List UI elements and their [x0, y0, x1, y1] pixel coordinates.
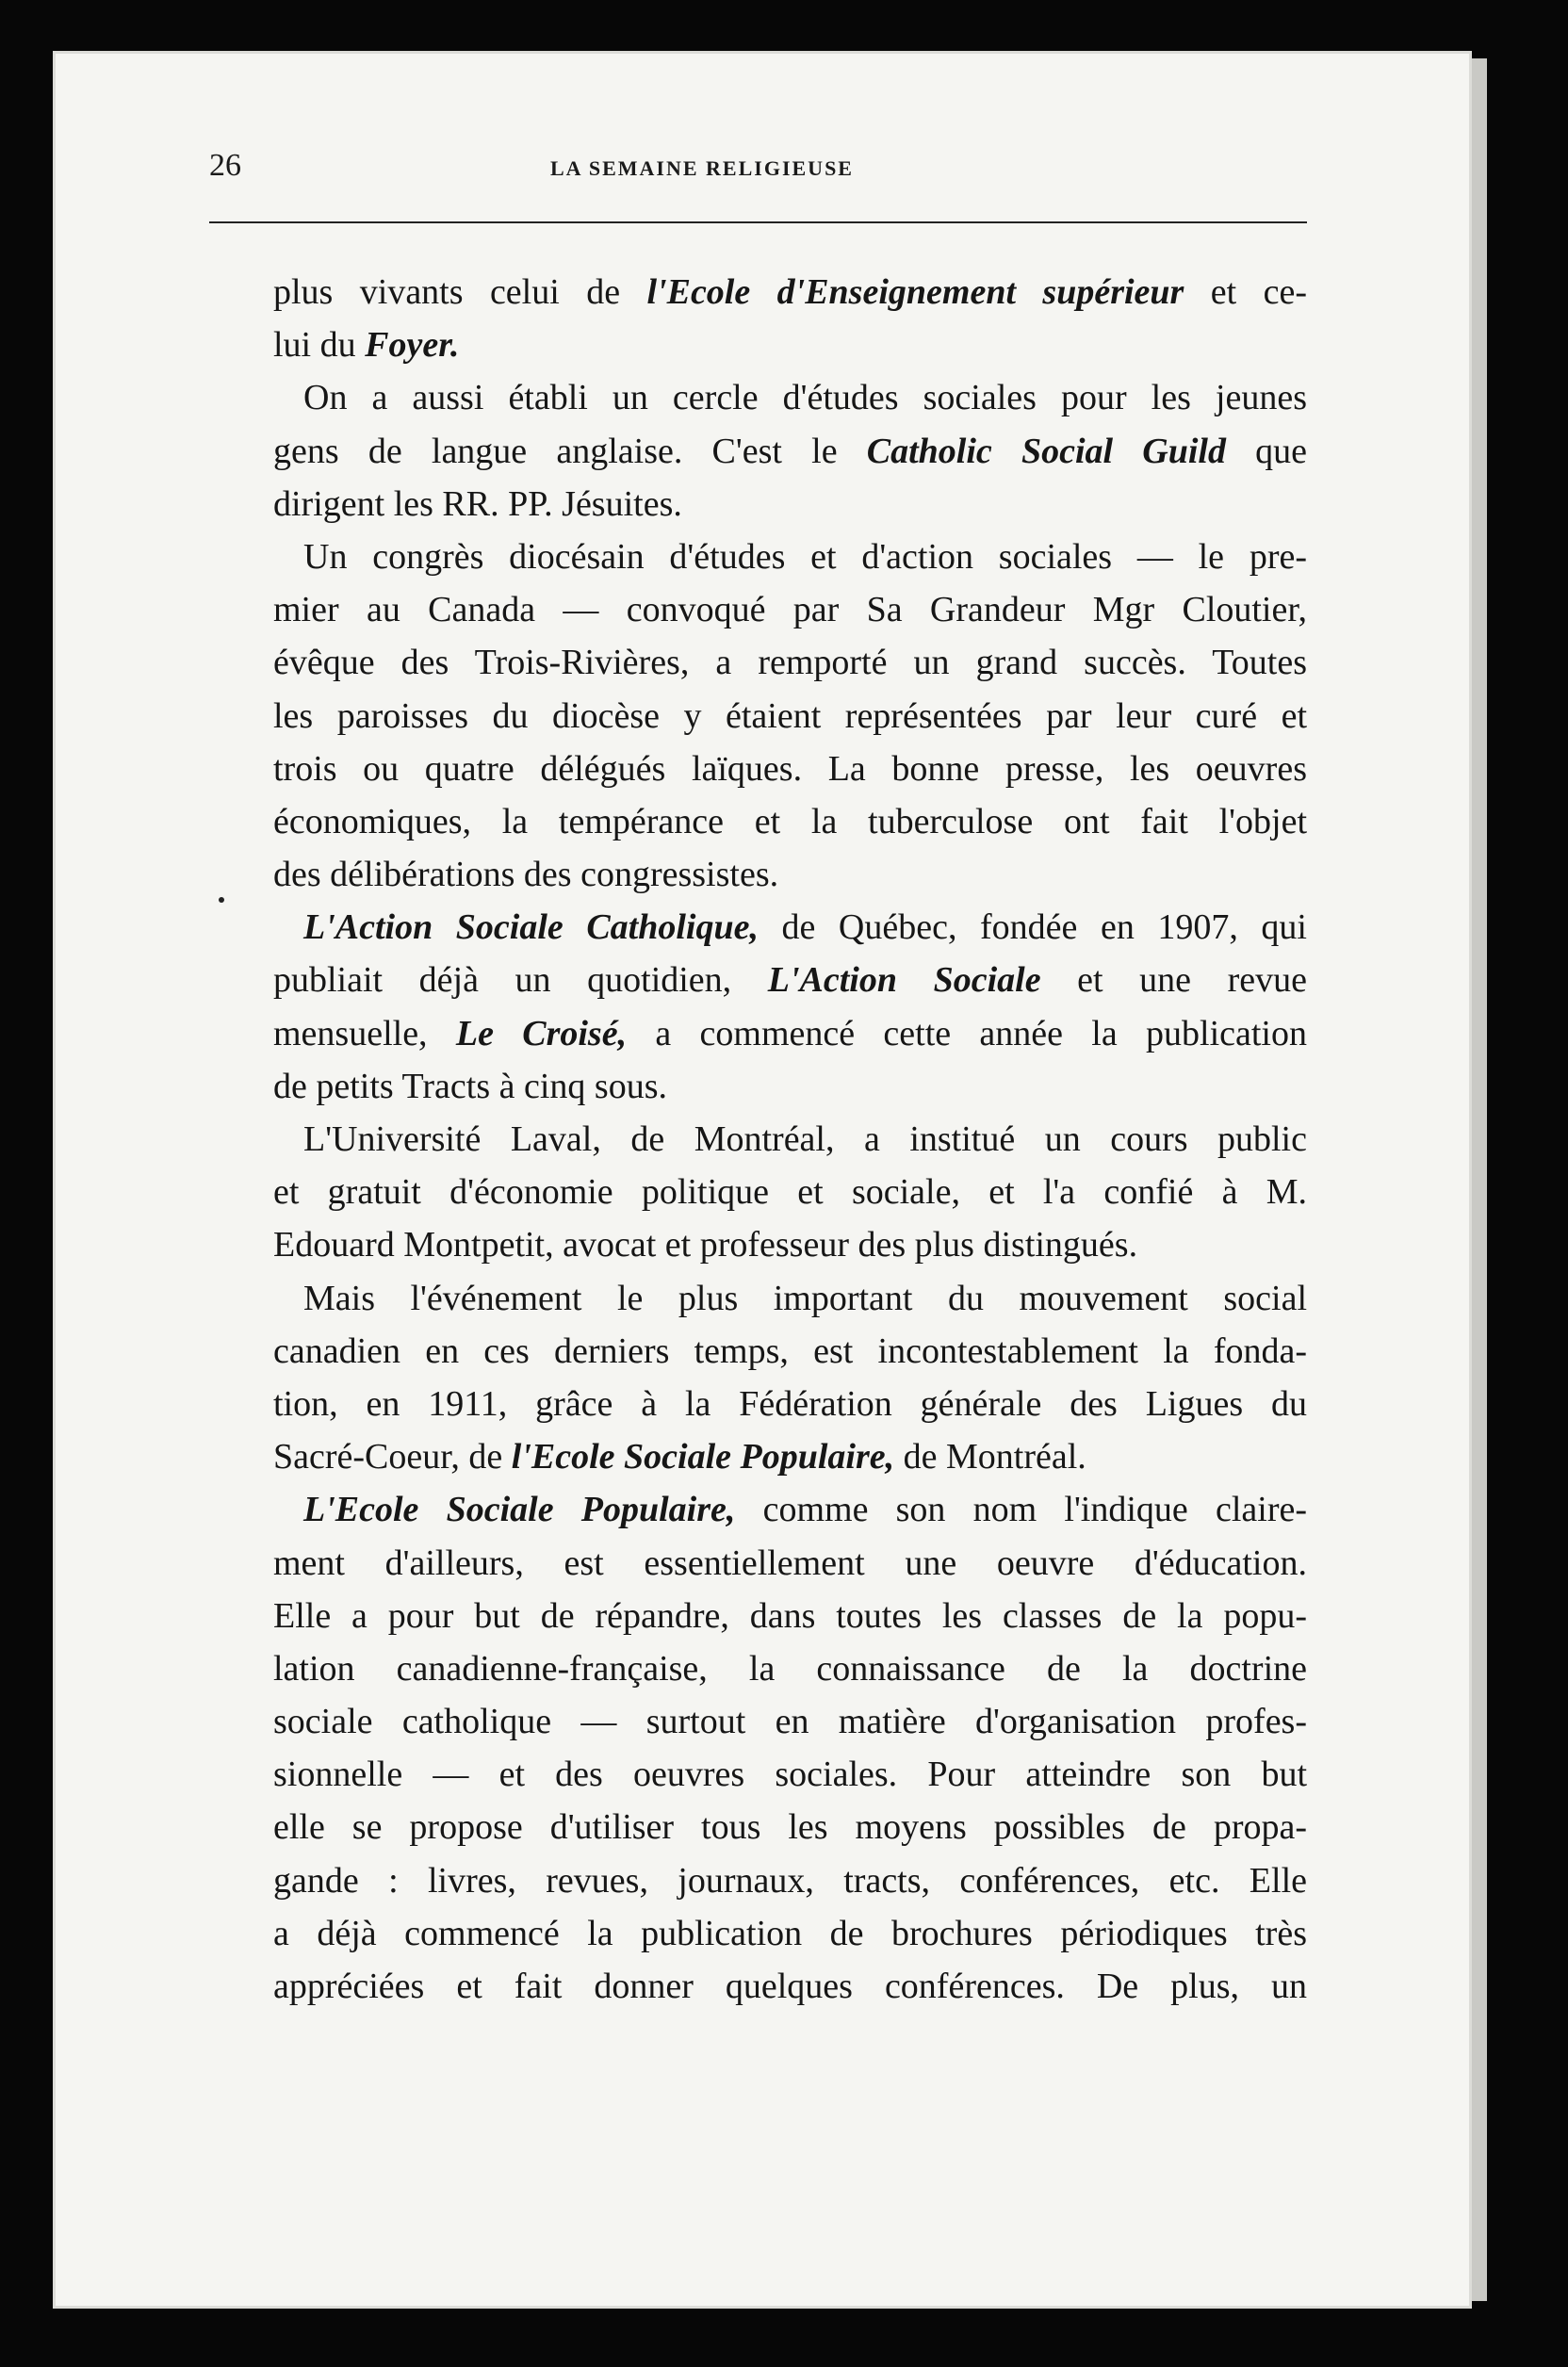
- text-line: [273, 1960, 1307, 2013]
- italic-title: Le Croisé,: [455, 1013, 628, 1053]
- body-text: [273, 266, 1307, 2013]
- text-run: sociale catholique — surtout en matière d'organisation profes-: [273, 1702, 1307, 1742]
- text-run: a commencé cette année la publication: [627, 1013, 1307, 1053]
- text-line: [273, 795, 1307, 848]
- text-run: des délibérations des congressistes.: [273, 855, 779, 895]
- text-run: mensuelle,: [273, 1013, 456, 1053]
- text-run: On a aussi établi un cercle d'études sociales pour les jeunes: [303, 378, 1307, 418]
- text-run: et une revue: [1040, 960, 1307, 1001]
- italic-title: Foyer.: [365, 325, 460, 366]
- text-line: [273, 531, 1307, 583]
- text-line: [273, 1537, 1307, 1590]
- text-run: dirigent les RR. PP. Jésuites.: [273, 483, 682, 524]
- text-line: [273, 1854, 1307, 1907]
- text-line: [273, 848, 1307, 901]
- text-run: mier au Canada — convoqué par Sa Grandeur Mgr Cloutier,: [273, 590, 1307, 630]
- text-run: ment d'ailleurs, est essentiellement une oeuvre d'éducation.: [273, 1543, 1307, 1583]
- text-line: [273, 636, 1307, 689]
- text-run: économiques, la tempérance et la tuberculose ont fait l'objet: [273, 801, 1307, 841]
- italic-title: L'Ecole Sociale Populaire,: [303, 1490, 736, 1530]
- text-run: et ce-: [1184, 272, 1307, 312]
- text-line: [273, 1325, 1307, 1378]
- text-run: les paroisses du diocèse y étaient représentées par leur curé et: [273, 695, 1307, 736]
- text-run: a déjà commencé la publication de brochures périodiques très: [273, 1913, 1307, 1953]
- text-run: lation canadienne-française, la connaissance de la doctrine: [273, 1648, 1307, 1689]
- text-line: [273, 1007, 1307, 1060]
- italic-title: L'Action Sociale: [767, 960, 1041, 1001]
- text-run: de Québec, fondée en 1907, qui: [758, 907, 1307, 948]
- text-line: [273, 954, 1307, 1006]
- text-run: elle se propose d'utiliser tous les moyens possibles de propa-: [273, 1807, 1307, 1848]
- text-line: [273, 1430, 1307, 1483]
- running-title: LA SEMAINE RELIGIEUSE: [550, 156, 854, 180]
- text-run: trois ou quatre délégués laïques. La bonne presse, les oeuvres: [273, 748, 1307, 789]
- text-run: plus vivants celui de: [273, 272, 647, 312]
- text-run: Elle a pour but de répandre, dans toutes les classes de la popu-: [273, 1595, 1307, 1636]
- text-line: [273, 583, 1307, 636]
- text-run: que: [1225, 431, 1308, 471]
- text-run: lui du: [273, 325, 366, 366]
- page-number: 26: [209, 148, 241, 183]
- text-line: [273, 743, 1307, 795]
- text-line: [273, 1378, 1307, 1430]
- text-line: [273, 371, 1307, 424]
- text-run: Sacré-Coeur, de: [273, 1437, 512, 1477]
- text-line: [273, 1748, 1307, 1801]
- text-line: [273, 1695, 1307, 1748]
- text-line: [273, 478, 1307, 531]
- text-line: [273, 1801, 1307, 1853]
- text-line: [273, 1642, 1307, 1695]
- text-run: L'Université Laval, de Montréal, a institué un cours public: [303, 1119, 1307, 1159]
- text-run: sionnelle — et des oeuvres sociales. Pour atteindre son but: [273, 1755, 1307, 1795]
- text-run: tion, en 1911, grâce à la Fédération générale des Ligues du: [273, 1383, 1307, 1424]
- text-run: évêque des Trois-Rivières, a remporté un grand succès. Toutes: [273, 643, 1307, 683]
- text-run: Edouard Montpetit, avocat et professeur des plus distingués.: [273, 1225, 1138, 1265]
- italic-title: l'Ecole d'Enseignement supérieur: [646, 272, 1184, 312]
- text-line: [273, 1113, 1307, 1166]
- text-line: [273, 1060, 1307, 1113]
- text-line: [273, 901, 1307, 954]
- text-run: appréciées et fait donner quelques conférences. De plus, un: [273, 1967, 1307, 2006]
- text-run: gens de langue anglaise. C'est le: [273, 431, 867, 471]
- text-run: Un congrès diocésain d'études et d'action sociales — le pre-: [303, 536, 1307, 577]
- page-header: [209, 113, 1307, 183]
- text-run: et gratuit d'économie politique et sociale, et l'a confié à M.: [273, 1172, 1307, 1213]
- text-line: [273, 266, 1307, 318]
- header-rule: [209, 221, 1307, 223]
- margin-mark: [219, 897, 224, 903]
- italic-title: Catholic Social Guild: [866, 431, 1226, 471]
- italic-title: L'Action Sociale Catholique,: [303, 907, 759, 948]
- text-run: publiait déjà un quotidien,: [273, 960, 768, 1001]
- text-run: comme son nom l'indique claire-: [735, 1490, 1307, 1530]
- text-run: Mais l'événement le plus important du mouvement social: [303, 1278, 1307, 1318]
- text-line: [273, 1590, 1307, 1642]
- text-line: [273, 1483, 1307, 1536]
- text-run: de petits Tracts à cinq sous.: [273, 1066, 667, 1106]
- next-page-edge: [1472, 58, 1487, 2301]
- text-line: [273, 1272, 1307, 1325]
- text-run: canadien en ces derniers temps, est incontestablement la fonda-: [273, 1330, 1307, 1371]
- text-line: [273, 690, 1307, 743]
- text-line: [273, 425, 1307, 478]
- italic-title: l'Ecole Sociale Populaire,: [511, 1437, 895, 1477]
- text-run: de Montréal.: [894, 1437, 1086, 1477]
- text-run: gande : livres, revues, journaux, tracts, conférences, etc. Elle: [273, 1860, 1307, 1901]
- text-line: [273, 1166, 1307, 1218]
- text-line: [273, 1907, 1307, 1960]
- text-line: [273, 318, 1307, 371]
- text-line: [273, 1218, 1307, 1271]
